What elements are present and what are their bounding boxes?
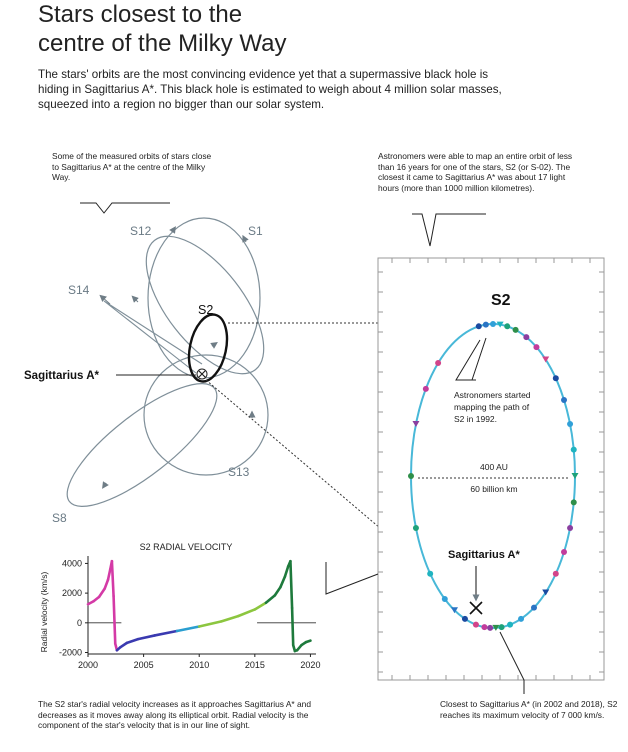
velocity-segment: [266, 595, 275, 602]
s12-orbit: [148, 218, 260, 378]
label-s14: S14: [68, 283, 90, 297]
started-note-line: Astronomers started: [454, 390, 531, 400]
velocity-curve: [88, 561, 310, 651]
velocity-segment: [275, 587, 281, 595]
velocity-segment: [105, 580, 108, 589]
observation-marker: [553, 571, 559, 577]
radial-velocity-chart: [39, 542, 320, 670]
s2-sgr-label: Sagittarius A*: [448, 549, 520, 561]
size-au-label: 400 AU: [480, 462, 508, 472]
velocity-segment: [221, 616, 238, 621]
orbits-caption-pointer: [80, 203, 170, 213]
velocity-segment: [199, 621, 221, 626]
y-axis-label: Radial velocity (km/s): [39, 571, 49, 653]
size-km-label: 60 billion km: [470, 484, 518, 494]
label-s2: S2: [198, 303, 214, 317]
title-line-2: centre of the Milky Way: [38, 30, 287, 57]
velocity-segment: [114, 596, 116, 644]
title-line-1: Stars closest to the: [38, 1, 243, 28]
observation-marker: [567, 525, 573, 531]
started-note-line: S2 in 1992.: [454, 414, 498, 424]
observation-marker: [507, 622, 513, 628]
velocity-segment: [108, 569, 110, 579]
s2-orbit-highlight: [183, 311, 232, 385]
observation-marker: [533, 344, 539, 350]
x-tick-label: 2015: [244, 660, 265, 670]
s2-caption: Astronomers were able to map an entire orbit of less than 16 years for one of the stars, S2 (or S-02). The closest it came to Sagittarius A* was about 17 light hours (more than 1000 million kilometres).: [378, 151, 573, 193]
observation-marker: [476, 323, 482, 329]
started-note-line: mapping the path of: [454, 402, 530, 412]
label-s13: S13: [228, 465, 250, 479]
y-tick-label: 4000: [61, 558, 82, 569]
sgr-marker-left: [197, 369, 207, 379]
velocity-segment: [280, 577, 284, 587]
velocity-segment: [155, 631, 177, 635]
observation-marker: [408, 473, 414, 479]
radial-caption: The S2 star's radial velocity increases as it approaches Sagittarius A* and decreases as it moves away along its elliptical orbit. Radial velocity is the component of the star's velocity that is in our line of sight.: [38, 699, 311, 731]
x-tick-label: 2005: [133, 660, 154, 670]
velocity-segment: [290, 561, 292, 608]
direction-arrow: [134, 298, 138, 302]
observation-marker: [427, 571, 433, 577]
label-sgr: Sagittarius A*: [24, 370, 99, 382]
x-tick-label: 2010: [189, 660, 210, 670]
chart-title: S2 RADIAL VELOCITY: [139, 542, 233, 552]
chart-axes: [59, 558, 320, 670]
s2-panel-title: S2: [491, 292, 511, 309]
observation-marker: [561, 397, 567, 403]
observation-marker: [523, 334, 529, 340]
orbits-caption: Some of the measured orbits of stars close to Sagittarius A* at the centre of the Milky Way.: [52, 151, 212, 183]
chart-bracket: [326, 562, 378, 594]
s14-orbit: [104, 301, 202, 373]
observation-marker: [487, 625, 493, 631]
intro-paragraph: The stars' orbits are the most convincing evidence yet that a supermassive black hole is hiding in Sagittarius A*. This black hole is estimated to weigh about 4 million solar masses, squeezed into a region no bigger than our solar system.: [38, 68, 502, 111]
observation-marker: [518, 616, 524, 622]
direction-arrow: [104, 483, 106, 486]
y-tick-label: -2000: [58, 647, 82, 658]
observation-marker: [553, 375, 559, 381]
observation-marker: [473, 622, 479, 628]
x-tick-label: 2020: [300, 660, 321, 670]
s8-orbit: [51, 365, 233, 526]
velocity-segment: [238, 609, 255, 616]
x-tick-label: 2000: [77, 660, 99, 670]
closest-caption: Closest to Sagittarius A* (in 2002 and 2018), S2 reaches its maximum velocity of 7 000 km/s.: [440, 699, 618, 720]
observation-marker: [442, 596, 448, 602]
direction-arrow: [212, 344, 215, 346]
observation-marker: [531, 605, 537, 611]
y-tick-label: 0: [76, 617, 82, 628]
velocity-segment: [99, 589, 105, 597]
observation-marker: [490, 321, 496, 327]
observation-marker: [561, 549, 567, 555]
label-s8: S8: [52, 511, 67, 525]
velocity-segment: [127, 639, 138, 643]
velocity-segment: [138, 635, 155, 639]
observation-marker: [462, 616, 468, 622]
y-tick-label: 2000: [61, 588, 82, 599]
observation-marker: [567, 421, 573, 427]
observation-marker: [504, 323, 510, 329]
observation-marker: [483, 322, 489, 328]
observation-marker: [513, 327, 519, 333]
velocity-segment: [112, 561, 114, 596]
label-s12: S12: [130, 224, 152, 238]
observation-marker: [423, 386, 429, 392]
velocity-segment: [285, 566, 288, 576]
velocity-segment: [306, 641, 310, 642]
s2-caption-pointer: [412, 214, 486, 246]
observation-marker: [571, 499, 577, 505]
observation-marker: [413, 525, 419, 531]
label-s1: S1: [248, 224, 263, 238]
velocity-segment: [292, 608, 293, 645]
observation-marker: [571, 447, 577, 453]
observation-marker: [499, 624, 505, 630]
velocity-segment: [177, 627, 199, 631]
observation-marker: [435, 360, 441, 366]
velocity-segment: [255, 603, 266, 610]
observation-marker: [481, 624, 487, 630]
